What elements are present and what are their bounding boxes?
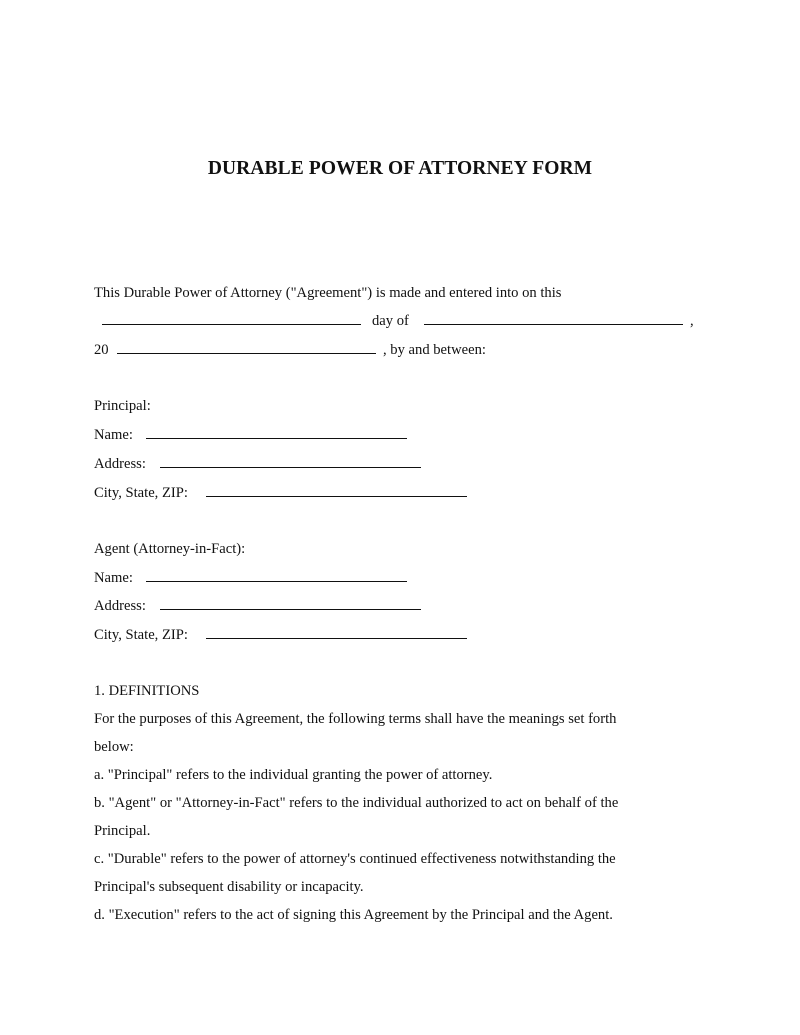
agent-address-field[interactable]: [160, 609, 421, 610]
principal-name-label: Name:: [94, 427, 133, 443]
month-blank[interactable]: [424, 324, 683, 325]
agent-heading: Agent (Attorney-in-Fact):: [94, 541, 246, 557]
definition-item-b-line-1: b. "Agent" or "Attorney-in-Fact" refers to the individual authorized to act on behalf of the: [94, 795, 619, 811]
by-and-between: , by and between:: [383, 342, 486, 358]
definitions-heading: 1. DEFINITIONS: [94, 683, 200, 699]
year-blank[interactable]: [117, 353, 376, 354]
principal-city-label: City, State, ZIP:: [94, 485, 188, 501]
intro-line-1: This Durable Power of Attorney ("Agreement") is made and entered into on this: [94, 285, 562, 301]
day-blank[interactable]: [102, 324, 361, 325]
definition-item-a: a. "Principal" refers to the individual granting the power of attorney.: [94, 767, 493, 783]
date-comma: ,: [690, 313, 694, 329]
definitions-intro-line-2: below:: [94, 739, 134, 755]
definition-item-c-line-2: Principal's subsequent disability or incapacity.: [94, 879, 364, 895]
agent-name-field[interactable]: [146, 581, 407, 582]
definition-item-b-line-2: Principal.: [94, 823, 151, 839]
principal-heading: Principal:: [94, 398, 151, 414]
agent-name-label: Name:: [94, 570, 133, 586]
day-of-label: day of: [372, 313, 409, 329]
agent-city-label: City, State, ZIP:: [94, 627, 188, 643]
definition-item-d: d. "Execution" refers to the act of signing this Agreement by the Principal and the Agent.: [94, 907, 613, 923]
year-prefix: 20: [94, 342, 109, 358]
principal-address-label: Address:: [94, 456, 146, 472]
principal-name-field[interactable]: [146, 438, 407, 439]
agent-city-field[interactable]: [206, 638, 467, 639]
agent-address-label: Address:: [94, 598, 146, 614]
definitions-intro-line-1: For the purposes of this Agreement, the following terms shall have the meanings set forth: [94, 711, 617, 727]
definition-item-c-line-1: c. "Durable" refers to the power of attorney's continued effectiveness notwithstanding the: [94, 851, 616, 867]
document-title: DURABLE POWER OF ATTORNEY FORM: [207, 158, 593, 179]
principal-address-field[interactable]: [160, 467, 421, 468]
principal-city-field[interactable]: [206, 496, 467, 497]
